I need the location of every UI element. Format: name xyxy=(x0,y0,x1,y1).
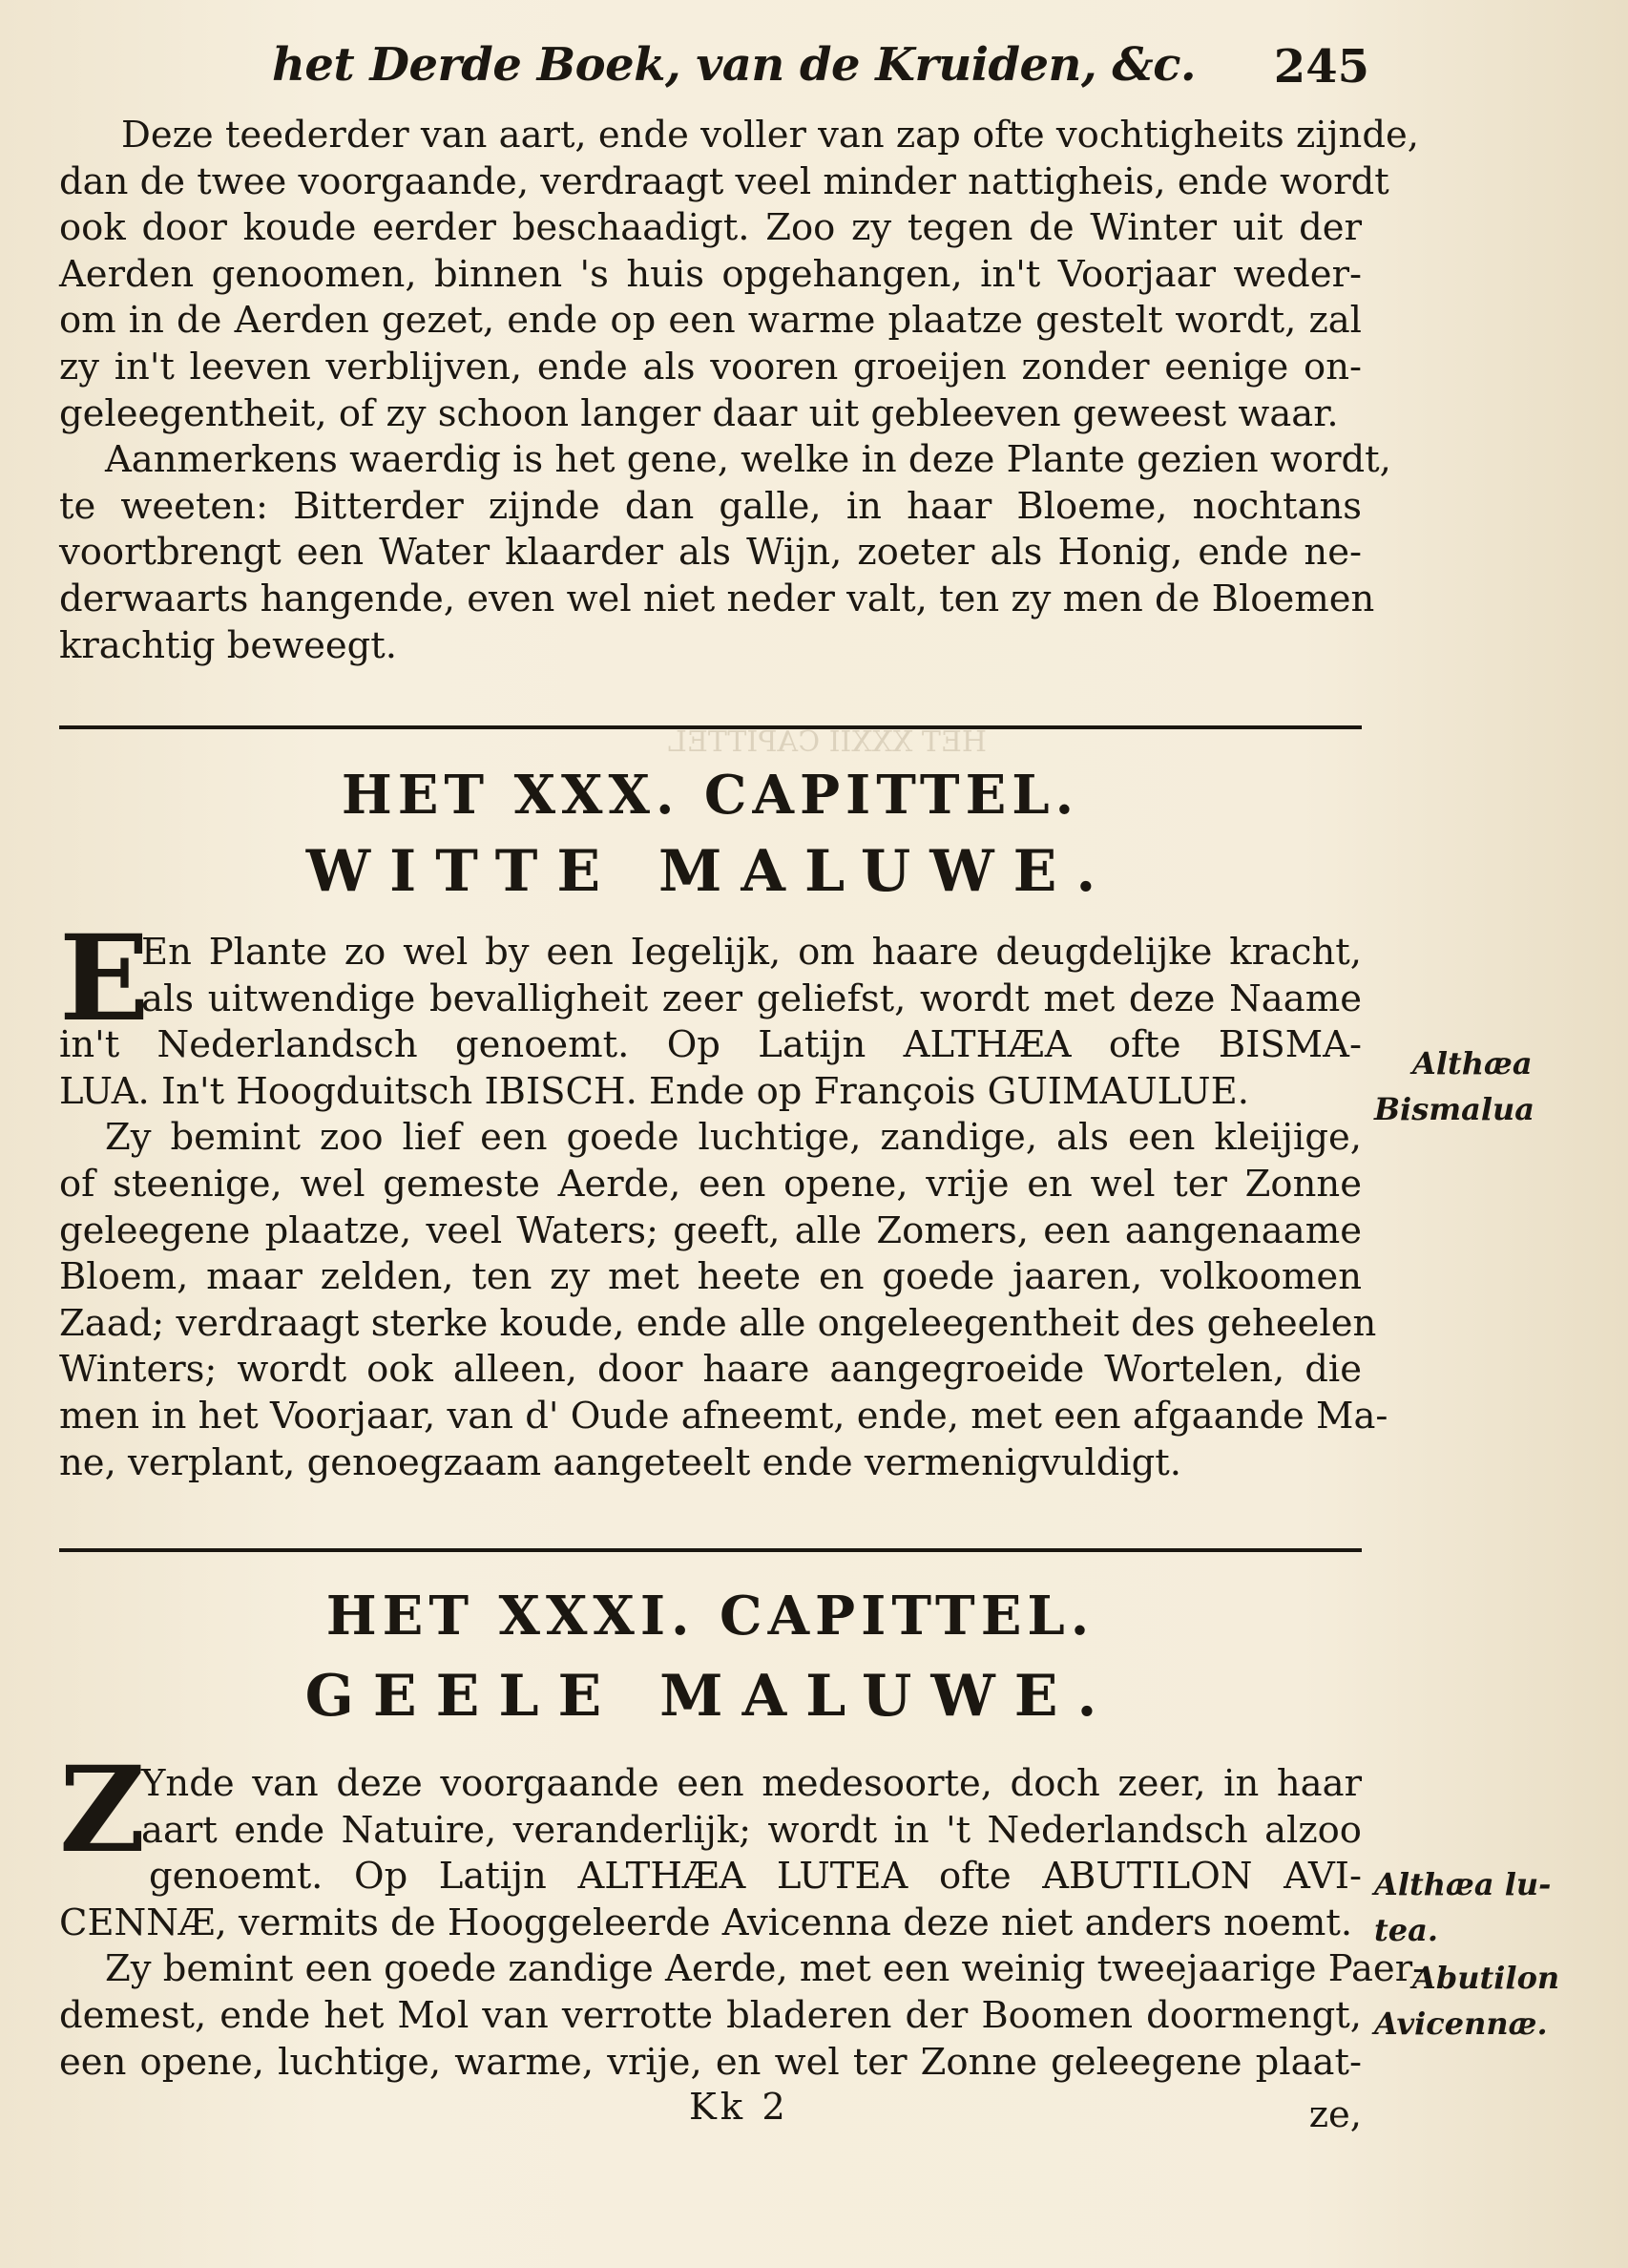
text-line: krachtig beweegt. xyxy=(59,623,398,667)
text-line: demest, ende het Mol van verrotte bladeren der Boomen doormengt, xyxy=(59,1993,1362,2037)
text-line: geleegene plaatze, veel Waters; geeft, alle Zomers, een aangenaame xyxy=(59,1208,1362,1252)
chapter-number: HET XXX. CAPITTEL. xyxy=(341,764,1080,827)
show-through-text: HET XXXII CAPITTEL xyxy=(668,725,987,759)
page-number: 245 xyxy=(1273,40,1369,94)
signature-mark: Kk 2 xyxy=(689,2086,789,2129)
margin-note-line: Althæa xyxy=(1412,1045,1533,1082)
text-line: Zaad; verdraagt sterke koude, ende alle ongeleegentheit des geheelen xyxy=(59,1301,1377,1345)
page-header xyxy=(272,31,1369,107)
text-line: Aerden genoomen, binnen 's huis opgehangen, in't Voorjaar weder- xyxy=(59,252,1362,296)
chapter-title: GEELE MALUWE. xyxy=(304,1663,1117,1730)
section-divider xyxy=(59,1548,1362,1552)
text-line: te weeten: Bitterder zijnde dan galle, in haar Bloeme, nochtans xyxy=(59,484,1362,528)
chapter-30-heading xyxy=(59,764,1362,905)
intro-text xyxy=(59,113,1419,669)
section-divider xyxy=(59,725,1362,729)
margin-note-line: Abutilon xyxy=(1412,1960,1560,1996)
chapter-title: WITTE MALUWE. xyxy=(305,838,1116,905)
text-line: Aanmerkens waerdig is het gene, welke in deze Plante gezien wordt, xyxy=(105,438,1391,482)
drop-cap: E xyxy=(59,910,150,1048)
page-footer xyxy=(59,2086,1362,2143)
margin-note-line: Althæa lu- xyxy=(1374,1866,1552,1902)
text-line: om in de Aerden gezet, ende op een warme plaatze gestelt wordt, zal xyxy=(59,299,1362,343)
text-line: Zy bemint zoo lief een goede luchtige, zandige, als een kleijige, xyxy=(105,1116,1362,1160)
chapter-31-text xyxy=(59,1741,1426,2086)
text-line: geleegentheit, of zy schoon langer daar uit gebleeven geweest waar. xyxy=(59,391,1339,435)
text-line: LUA. In't Hoogduitsch IBISCH. Ende op François GUIMAULUE. xyxy=(59,1069,1249,1113)
text-line: Zy bemint een goede zandige Aerde, met een weinig tweejaarige Paer- xyxy=(105,1947,1426,1991)
text-line: zy in't leeven verblijven, ende als vooren groeijen zonder eenige on- xyxy=(59,345,1362,388)
margin-note-line: Bismalua xyxy=(1374,1091,1534,1127)
running-title: het Derde Boek, van de Kruiden, &c. xyxy=(272,38,1197,92)
text-line: genoemt. Op Latijn ALTHÆA LUTEA ofte ABUTILON AVI- xyxy=(149,1855,1362,1899)
text-line: Ynde van deze voorgaande een medesoorte, doch zeer, in haar xyxy=(141,1762,1362,1805)
chapter-30-text xyxy=(59,910,1388,1486)
text-line: men in het Voorjaar, van d' Oude afneemt, ende, met een afgaande Ma- xyxy=(59,1394,1388,1438)
margin-note-line: Avicennæ. xyxy=(1374,2006,1548,2042)
drop-cap: Z xyxy=(59,1741,146,1880)
margin-note-althaea xyxy=(1374,1040,1613,1132)
text-line: aart ende Natuire, veranderlijk; wordt in 't Nederlandsch alzoo xyxy=(141,1808,1362,1852)
paragraph xyxy=(59,910,1362,1115)
text-line: ne, verplant, genoegzaam aangeteelt ende vermenigvuldigt. xyxy=(59,1440,1182,1484)
text-line: ook door koude eerder beschaadigt. Zoo zy tegen de Winter uit der xyxy=(59,206,1362,250)
chapter-number: HET XXXI. CAPITTEL. xyxy=(325,1585,1096,1648)
text-line: Bloem, maar zelden, ten zy met heete en goede jaaren, volkoomen xyxy=(59,1255,1362,1299)
text-line: Winters; wordt ook alleen, door haare aangegroeide Wortelen, die xyxy=(59,1348,1362,1392)
margin-note-line: tea. xyxy=(1374,1912,1439,1948)
margin-note-althaea-lutea xyxy=(1374,1861,1613,2047)
chapter-31-heading xyxy=(59,1585,1362,1730)
text-line: of steenige, wel gemeste Aerde, een opene, vrije en wel ter Zonne xyxy=(59,1162,1362,1206)
text-line: in't Nederlandsch genoemt. Op Latijn ALTHÆA ofte BISMA- xyxy=(59,1023,1362,1067)
text-line: een opene, luchtige, warme, vrije, en wel ter Zonne geleegene plaat- xyxy=(59,2040,1362,2084)
text-line: als uitwendige bevalligheit zeer geliefst, wordt met deze Naame xyxy=(141,976,1362,1020)
text-line: voortbrengt een Water klaarder als Wijn, zoeter als Honig, ende ne- xyxy=(59,531,1362,575)
text-line: derwaarts hangende, even wel niet neder valt, ten zy men de Bloemen xyxy=(59,577,1375,620)
paragraph xyxy=(59,1741,1362,1946)
catchword: ze, xyxy=(1308,2093,1362,2136)
text-line: Deze teederder van aart, ende voller van zap ofte vochtigheits zijnde, xyxy=(121,114,1419,157)
text-line: dan de twee voorgaande, verdraagt veel minder nattigheis, ende wordt xyxy=(59,159,1389,203)
text-line: En Plante zo wel by een Iegelijk, om haare deugdelijke kracht, xyxy=(141,931,1362,974)
text-line: CENNÆ, vermits de Hooggeleerde Avicenna deze niet anders noemt. xyxy=(59,1900,1353,1944)
